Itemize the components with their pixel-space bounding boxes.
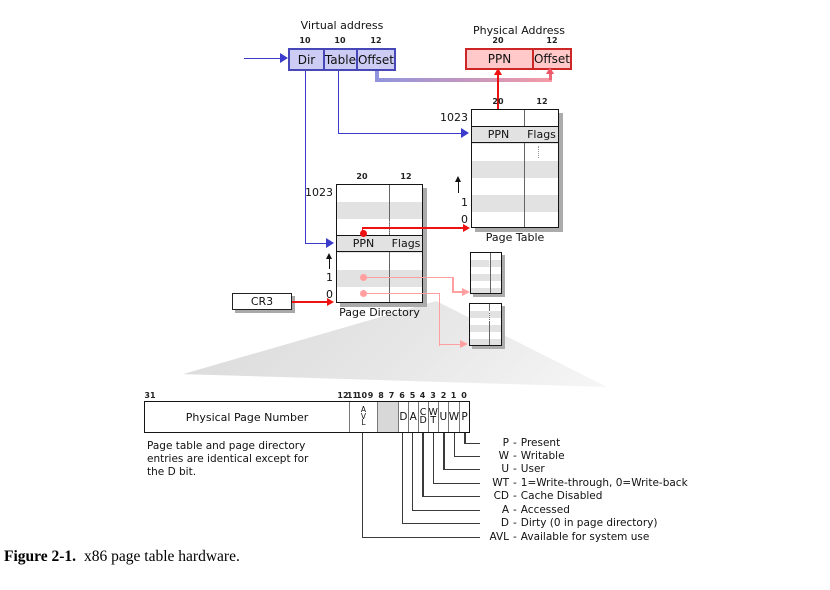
legend-line-w-h <box>454 456 480 457</box>
cr3-to-pd-arrowhead <box>327 298 334 306</box>
ppn-bits-cell <box>145 402 349 432</box>
cr3-label: CR3 <box>250 295 274 308</box>
legend-desc-cd: Cache Disabled <box>520 490 603 502</box>
pd-entry0-line-h <box>363 293 440 295</box>
page-table-entry-row <box>472 126 558 143</box>
offset-field: Offset <box>356 50 394 69</box>
pd-entry0-line-v <box>439 293 441 346</box>
bit-number-9: 9 <box>367 391 374 400</box>
mini-table1-divider <box>490 253 491 293</box>
physical-address-title: Physical Address <box>472 24 566 37</box>
bit-number-6: 6 <box>399 391 405 400</box>
pd-flags-column-header: Flags <box>391 236 421 250</box>
legend-dash: - <box>513 531 517 543</box>
bit-number-1: 1 <box>450 391 457 400</box>
accessed-bit-label: A <box>409 411 417 423</box>
mini-page-table-2 <box>469 303 502 346</box>
legend-line-u-h <box>443 469 480 470</box>
pt-index-0: 0 <box>461 213 468 226</box>
pt-index-1: 1 <box>461 196 468 209</box>
figure-caption <box>4 548 240 566</box>
pa-ppn-bit-width: 20 <box>492 36 504 45</box>
legend-desc-p: Present <box>520 437 561 449</box>
legend-dash: - <box>513 477 517 489</box>
cr3-register <box>232 293 292 310</box>
legend-line-d-v <box>402 433 403 523</box>
legend-desc-wt: 1=Write-through, 0=Write-back <box>520 477 688 489</box>
legend-line-p-h <box>464 443 480 444</box>
legend-dash: - <box>513 450 517 462</box>
pd-index-0: 0 <box>326 288 333 301</box>
bit-number-10: 10 <box>355 391 368 400</box>
pt-flags-bit-width: 12 <box>536 97 548 106</box>
legend-row-user <box>482 463 545 475</box>
legend-line-cd-h <box>422 496 480 497</box>
dirty-bit-label: D <box>399 411 408 423</box>
legend-row-writable <box>482 450 565 462</box>
pt-ellipsis-dots <box>538 146 539 158</box>
figure-caption-text: x86 page table hardware. <box>84 548 240 565</box>
table-connector-vertical <box>338 71 340 133</box>
legend-line-a-h <box>412 510 480 511</box>
legend-line-cd-v <box>422 433 423 496</box>
pt-ppn-to-pa-arrowhead <box>494 68 502 75</box>
write-through-bit-cell <box>428 402 438 432</box>
mini-table1-rows <box>471 253 501 293</box>
legend-row-cache-disabled <box>482 490 602 502</box>
avl-letter-v: V <box>360 411 367 421</box>
legend-row-accessed <box>482 504 570 516</box>
table-field: Table <box>323 50 356 69</box>
legend-line-wt-v <box>433 433 434 483</box>
user-bit-label: U <box>439 411 448 423</box>
bit-number-31: 31 <box>144 391 156 400</box>
offset-connector-rise <box>549 73 552 80</box>
cache-disabled-bit-cell <box>418 402 428 432</box>
legend-line-wt-h <box>433 483 480 484</box>
pt-index-direction-arrow <box>458 181 459 193</box>
wt-letter-w: W <box>428 407 438 418</box>
legend-abbr-u: U <box>501 463 509 475</box>
table-connector-arrowhead <box>461 128 469 138</box>
page-directory-entry-row <box>337 235 422 252</box>
pd-index-1: 1 <box>326 271 333 284</box>
table-connector-horizontal <box>338 133 463 135</box>
avl-letter-a: A <box>360 404 367 414</box>
bit-number-4: 4 <box>419 391 426 400</box>
pt-index-1023: 1023 <box>440 111 468 124</box>
bit-number-8: 8 <box>378 391 384 400</box>
legend-row-available <box>482 531 649 543</box>
page-table <box>471 109 559 228</box>
legend-line-avl-v <box>362 433 363 537</box>
legend-desc-w: Writable <box>520 450 565 462</box>
legend-line-p-v <box>464 433 465 443</box>
reserved-bits-cell <box>377 402 398 432</box>
entry-note-line2: entries are identical except for <box>147 453 309 466</box>
page-directory <box>336 184 423 303</box>
dir-field: Dir <box>297 52 316 67</box>
dir-connector-horizontal <box>305 243 329 245</box>
dirty-bit-cell <box>398 402 408 432</box>
bit-number-7: 7 <box>388 391 395 400</box>
page-table-caption: Page Table <box>485 231 545 244</box>
legend-row-dirty <box>482 517 657 529</box>
pt-ppn-column-header: PPN <box>487 127 510 141</box>
pd-index-direction-arrow <box>329 258 330 269</box>
legend-abbr-wt: WT <box>492 477 509 489</box>
page-directory-caption: Page Directory <box>339 306 420 319</box>
legend-dash: - <box>513 517 517 529</box>
virtual-address-title: Virtual address <box>300 19 384 32</box>
writable-bit-label: W <box>448 411 460 423</box>
offset-connector-arrowhead <box>546 67 554 74</box>
pt-flags-column-header: Flags <box>527 127 556 141</box>
legend-desc-u: User <box>520 463 545 475</box>
mini-table1-arrowhead <box>462 288 470 296</box>
pd-ppn-bit-width: 20 <box>356 172 368 181</box>
legend-desc-d: Dirty (0 in page directory) <box>520 517 658 529</box>
legend-abbr-w: W <box>498 450 509 462</box>
va-incoming-arrowhead <box>280 53 288 63</box>
legend-row-write-through <box>482 477 688 489</box>
bit-number-3: 3 <box>430 391 436 400</box>
legend-line-u-v <box>443 433 444 469</box>
pd-ppn-column-header: PPN <box>352 236 375 250</box>
cr3-to-pd-line <box>292 301 328 303</box>
legend-abbr-d: D <box>500 517 509 529</box>
present-bit-label: P <box>461 411 468 423</box>
legend-abbr-p: P <box>502 437 509 449</box>
pd-index-direction-arrowhead <box>326 253 332 259</box>
accessed-bit-cell <box>408 402 418 432</box>
pd-entry0-line-h2 <box>439 344 461 346</box>
offset-bit-width: 12 <box>370 36 382 45</box>
user-bit-cell <box>438 402 448 432</box>
legend-dash: - <box>513 463 517 475</box>
pd-to-pt-line <box>362 227 463 229</box>
legend-abbr-a: A <box>501 504 509 516</box>
dir-connector-vertical <box>305 71 307 243</box>
legend-dash: - <box>513 490 517 502</box>
legend-desc-avl: Available for system use <box>520 531 650 543</box>
pa-offset-bit-width: 12 <box>546 36 558 45</box>
legend-abbr-cd: CD <box>493 490 509 502</box>
bit-number-12: 12 <box>337 391 349 400</box>
pt-index-direction-arrowhead <box>455 176 461 182</box>
legend-dash: - <box>513 504 517 516</box>
dir-connector-arrowhead <box>326 238 334 248</box>
cd-letter-d: D <box>419 415 427 426</box>
legend-dash: - <box>513 437 517 449</box>
bit-number-2: 2 <box>440 391 447 400</box>
legend-abbr-avl: AVL <box>489 531 509 543</box>
entry-note-line3: the D bit. <box>147 466 197 479</box>
va-incoming-line <box>244 58 281 60</box>
legend-line-avl-h <box>362 537 480 538</box>
avl-bits-cell <box>349 402 377 432</box>
cd-letter-c: C <box>419 407 427 418</box>
dir-bit-width: 10 <box>299 36 311 45</box>
present-bit-cell <box>459 402 469 432</box>
pd-entry1-line-h <box>363 277 454 279</box>
physical-address-box <box>465 48 572 70</box>
pd-entry-dot <box>360 230 367 237</box>
table-bit-width: 10 <box>334 36 346 45</box>
pa-ppn-field: PPN <box>487 52 512 66</box>
avl-letter-l: L <box>361 418 366 428</box>
pd-to-pt-arrowhead <box>463 224 470 232</box>
legend-line-d-h <box>402 523 480 524</box>
bit-number-5: 5 <box>409 391 416 400</box>
pd-flags-bit-width: 12 <box>400 172 412 181</box>
mini-page-table-1 <box>470 252 502 294</box>
ppn-bits-label: Physical Page Number <box>185 410 309 424</box>
entry-note-line1: Page table and page directory <box>147 440 306 452</box>
figure-caption-number: Figure 2-1. <box>4 548 77 565</box>
legend-row-present <box>482 437 560 449</box>
pa-offset-field: Offset <box>533 52 570 66</box>
legend-line-w-v <box>454 433 455 456</box>
pd-index-1023: 1023 <box>305 186 333 199</box>
mini-table1-dots <box>489 260 490 270</box>
legend-desc-a: Accessed <box>520 504 570 516</box>
mini-table2-dots <box>489 311 490 321</box>
virtual-address-box <box>288 48 396 71</box>
pt-ppn-bit-width: 20 <box>492 97 504 106</box>
bit-number-11: 11 <box>346 391 359 400</box>
offset-connector-horizontal <box>375 78 552 82</box>
wt-letter-t: T <box>430 415 437 426</box>
mini-table2-arrowhead <box>460 340 468 348</box>
bit-number-0: 0 <box>461 391 467 400</box>
entry-bit-box <box>144 401 470 433</box>
writable-bit-cell <box>448 402 459 432</box>
entry-note <box>147 440 308 480</box>
mini-table2-rows <box>470 304 501 345</box>
legend-line-a-v <box>412 433 413 510</box>
